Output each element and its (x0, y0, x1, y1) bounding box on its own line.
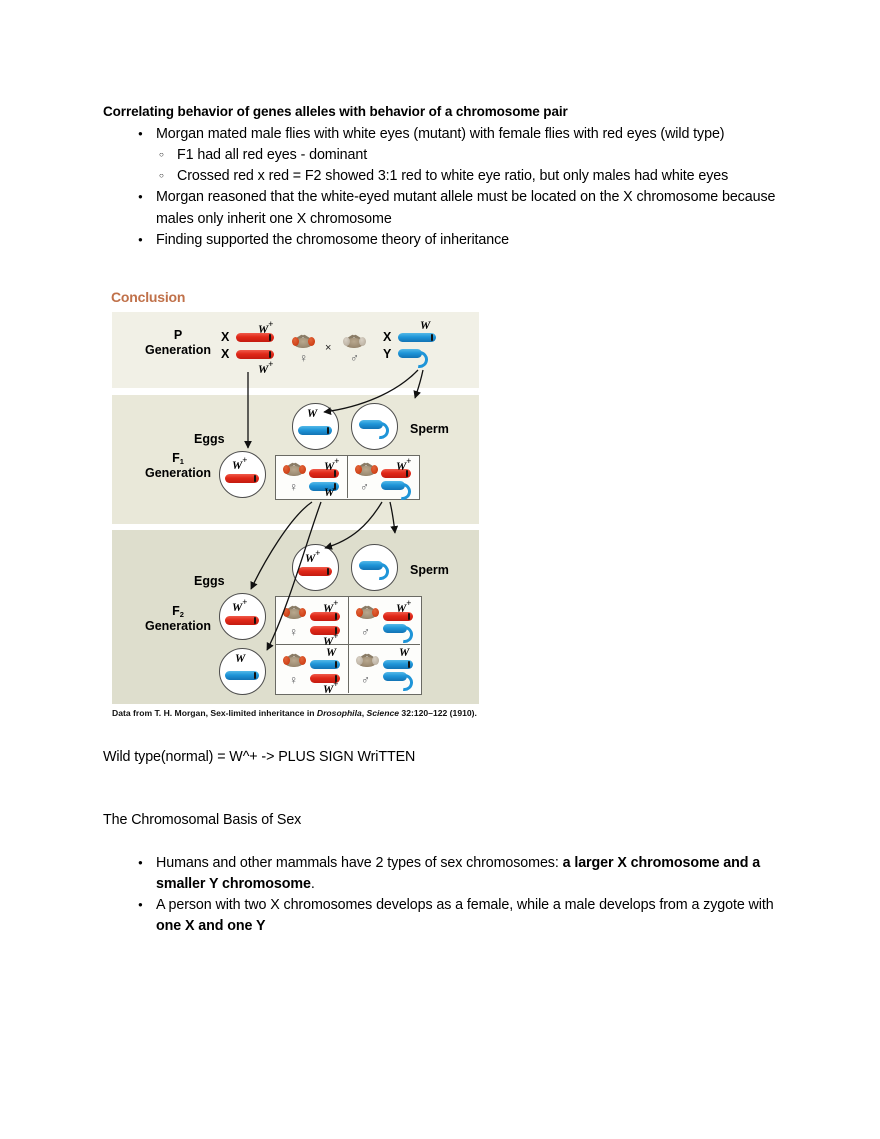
sub-bullet-list (156, 145, 776, 187)
female-x-bottom-label: X (221, 347, 230, 361)
bullet-text: Finding supported the chromosome theory of inheritance (156, 231, 510, 248)
p-generation-label: P Generation (145, 328, 211, 358)
main-bullet-list (136, 124, 776, 251)
allele-label: W+ (323, 598, 339, 615)
f2-generation-panel (112, 530, 479, 704)
bullet-bold: a larger X chromosome and a smaller Y chromosome (156, 855, 761, 893)
male-x-label: X (383, 330, 392, 344)
allele-label: W+ (323, 631, 339, 648)
chromosome-blue-x (225, 671, 259, 680)
allele-label: W+ (258, 359, 274, 376)
female-symbol-icon: ♀ (299, 351, 308, 365)
male-symbol-icon: ♂ (360, 480, 369, 494)
allele-label: W (399, 647, 410, 659)
chromosome-blue-y (381, 481, 411, 495)
caption-part: , (361, 708, 367, 718)
chromosome-red (225, 474, 259, 483)
allele-label: W+ (258, 319, 274, 336)
fly-icon-red-eyed-female (281, 460, 307, 477)
sperm-label: Sperm (410, 422, 449, 436)
caption-italic: Drosophila (316, 708, 362, 718)
f1-label-line1: $F_1$ (172, 451, 184, 466)
list-item (136, 230, 776, 251)
punnett-cell (348, 456, 418, 498)
fly-icon-white-eyed-male (354, 651, 380, 668)
allele-label: W+ (323, 679, 339, 696)
fly-icon-red-eyed-male (353, 460, 379, 477)
allele-label: W+ (305, 548, 321, 565)
male-symbol-icon: ♂ (350, 351, 359, 365)
chromosome-blue-x (310, 660, 340, 669)
f2-generation-label: $F_2$ Generation (124, 604, 232, 635)
f1-generation-panel (112, 395, 479, 524)
allele-label: W+ (232, 597, 248, 614)
chromosome-red (225, 616, 259, 625)
fly-eye (299, 656, 306, 665)
fly-eye (372, 608, 379, 617)
f2-label-line1: $F_2$ (172, 604, 184, 619)
chromosome-blue-y (359, 420, 389, 434)
punnett-cell (349, 645, 420, 693)
sub-bullet-text: F1 had all red eyes - dominant (177, 147, 368, 164)
section2-bullet-list (136, 853, 781, 938)
chromosome-red (298, 567, 332, 576)
bullet-text: Morgan reasoned that the white-eyed mutant allele must be located on the X chromosome because males only inherit one X chromosome (156, 189, 776, 227)
fly-icon-red-eyed-male (354, 603, 380, 620)
allele-label: W (235, 653, 246, 665)
punnett-cell (276, 597, 349, 648)
chromosome-band (327, 427, 329, 435)
list-item (136, 187, 776, 229)
f1-generation-label: $F_1$ Generation (124, 451, 232, 482)
punnett-cell (276, 456, 348, 498)
caption-part: 32:120–122 (1910). (399, 708, 477, 718)
allele-label: W+ (396, 598, 412, 615)
eggs-label: Eggs (194, 574, 225, 588)
section-title: The Chromosomal Basis of Sex (103, 812, 302, 828)
fly-eye (356, 656, 363, 665)
male-y-label: Y (383, 347, 392, 361)
punnett-cell (349, 597, 420, 645)
bullet-text: A person with two X chromosomes develops as a female, while a male develops from a zygote with (156, 897, 774, 914)
fly-eye (292, 337, 299, 346)
chromosome-blue-x (398, 333, 436, 342)
f2-punnett-square (275, 596, 422, 695)
allele-label: W (326, 647, 337, 659)
allele-label: W+ (396, 456, 412, 473)
cross-symbol-icon: × (325, 342, 332, 354)
female-x-top-label: X (221, 330, 230, 344)
allele-label: W (420, 320, 431, 332)
bullet-text: Morgan mated male flies with white eyes (mutant) with female flies with red eyes (wild type) (156, 126, 725, 142)
female-symbol-icon: ♀ (289, 480, 298, 494)
fly-icon-red-eyed-female (281, 651, 307, 668)
allele-label: W (307, 408, 318, 420)
bullet-text: Humans and other mammals have 2 types of sex chromosomes: (156, 855, 563, 871)
chromosome-blue-y (359, 561, 389, 575)
sub-bullet-text: Crossed red x red = F2 showed 3:1 red to white eye ratio, but only males had white eyes (177, 168, 729, 185)
female-symbol-icon: ♀ (289, 673, 298, 687)
caption-part: Data from T. H. Morgan, Sex-limited inheritance in (112, 708, 317, 718)
fly-eye (359, 337, 366, 346)
fly-eye (283, 608, 290, 617)
fly-icon-red-eyed-female (290, 332, 316, 349)
chromosome-band (254, 475, 256, 483)
chromosome-blue-y (398, 349, 428, 363)
chromosome-band (327, 568, 329, 576)
chromosome-blue-y (383, 672, 413, 686)
list-item (136, 895, 781, 937)
chromosome-blue-y (383, 624, 413, 638)
fly-icon-red-eyed-female (281, 603, 307, 620)
wild-type-note: Wild type(normal) = W^+ -> PLUS SIGN WriTTEN (103, 749, 416, 765)
punnett-cell (276, 645, 349, 696)
fly-eye (372, 656, 379, 665)
f1-punnett-square (275, 455, 420, 500)
fly-eye (299, 608, 306, 617)
sperm-label: Sperm (410, 563, 449, 577)
list-item (156, 145, 776, 166)
eggs-label: Eggs (194, 432, 225, 446)
bullet-text: . (310, 876, 315, 893)
list-item (136, 124, 776, 187)
male-symbol-icon: ♂ (361, 625, 370, 639)
conclusion-label: Conclusion (111, 289, 186, 305)
fly-eye (283, 465, 290, 474)
figure-caption (112, 708, 484, 720)
chromosome-band (431, 334, 433, 342)
chromosome-band (254, 672, 256, 680)
allele-label: W+ (324, 456, 340, 473)
morgan-cross-figure (112, 312, 479, 704)
chromosome-blue-x (298, 426, 332, 435)
list-item (136, 853, 781, 895)
allele-label: W+ (232, 455, 248, 472)
caption-italic: Science (366, 708, 400, 718)
chromosome-band (408, 661, 410, 669)
chromosome-blue-x (383, 660, 413, 669)
fly-eye (343, 337, 350, 346)
fly-eye (356, 608, 363, 617)
page-title: Correlating behavior of genes alleles with behavior of a chromosome pair (103, 104, 568, 119)
fly-eye (299, 465, 306, 474)
chromosome-band (254, 617, 256, 625)
chromosome-band (335, 661, 337, 669)
male-symbol-icon: ♂ (361, 673, 370, 687)
female-symbol-icon: ♀ (289, 625, 298, 639)
fly-icon-white-eyed-male (341, 332, 367, 349)
list-item (156, 166, 776, 187)
chromosome-band (269, 351, 271, 359)
fly-eye (355, 465, 362, 474)
p-generation-panel (112, 312, 479, 388)
bullet-bold: one X and one Y (156, 918, 266, 935)
allele-label: W (324, 487, 335, 499)
fly-eye (283, 656, 290, 665)
fly-eye (371, 465, 378, 474)
chromosome-red (236, 350, 274, 359)
fly-eye (308, 337, 315, 346)
